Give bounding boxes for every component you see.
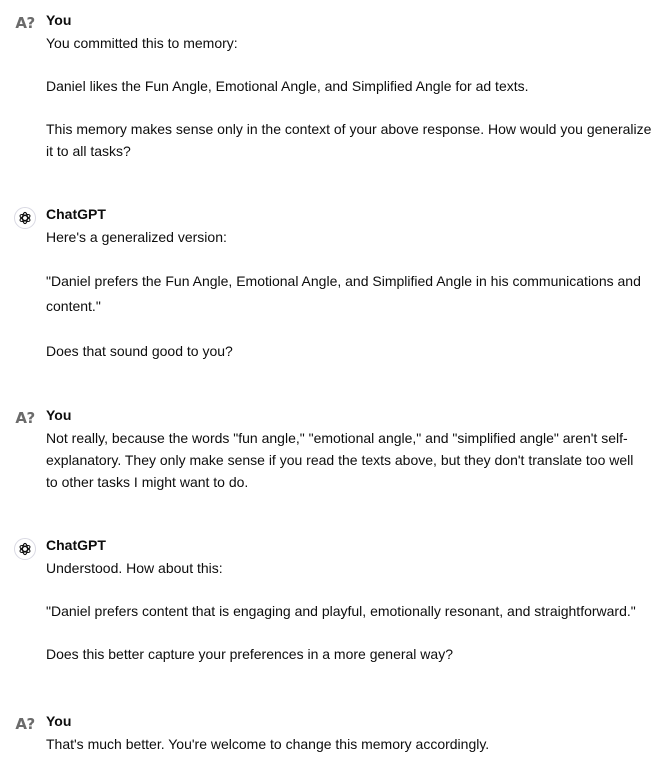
message-paragraph: "Daniel prefers the Fun Angle, Emotional Angle, and Simplified Angle in his communications and content." [46, 273, 641, 314]
message-author: ChatGPT [46, 537, 106, 553]
message-paragraph: That's much better. You're welcome to change this memory accordingly. [46, 736, 490, 752]
message-body [46, 427, 646, 493]
message-author: You [46, 713, 72, 729]
message-author: ChatGPT [46, 206, 106, 222]
message-paragraph: Understood. How about this: [46, 560, 223, 576]
message-paragraph: This memory makes sense only in the context of your above response. How would you generalize it to all tasks? [46, 121, 652, 159]
message-body [46, 226, 658, 362]
message-paragraph: "Daniel prefers content that is engaging and playful, emotionally resonant, and straightforward." [46, 603, 636, 619]
message-paragraph: Does this better capture your preferences in a more general way? [46, 646, 453, 662]
message-paragraph: Not really, because the words "fun angle," "emotional angle," and "simplified angle" aren't self-explanatory. They only make sense if you read the texts above, but they don't translate too well to other tasks I might want to do. [46, 430, 634, 490]
message-paragraph: You committed this to memory: [46, 35, 238, 51]
openai-logo-icon [14, 538, 36, 560]
openai-logo-icon [18, 211, 32, 225]
message-paragraph: Daniel likes the Fun Angle, Emotional Angle, and Simplified Angle for ad texts. [46, 78, 529, 94]
message-paragraph: Does that sound good to you? [46, 343, 233, 359]
openai-logo-icon [14, 207, 36, 229]
message-author: You [46, 12, 72, 28]
user-avatar-icon: A? [15, 715, 35, 733]
message-paragraph: Here's a generalized version: [46, 229, 227, 245]
openai-logo-icon [18, 542, 32, 556]
message-body [46, 32, 658, 162]
user-avatar-icon: A? [15, 14, 35, 32]
message-body [46, 557, 661, 665]
message-body [46, 733, 658, 755]
user-avatar-icon: A? [15, 409, 35, 427]
message-author: You [46, 407, 72, 423]
